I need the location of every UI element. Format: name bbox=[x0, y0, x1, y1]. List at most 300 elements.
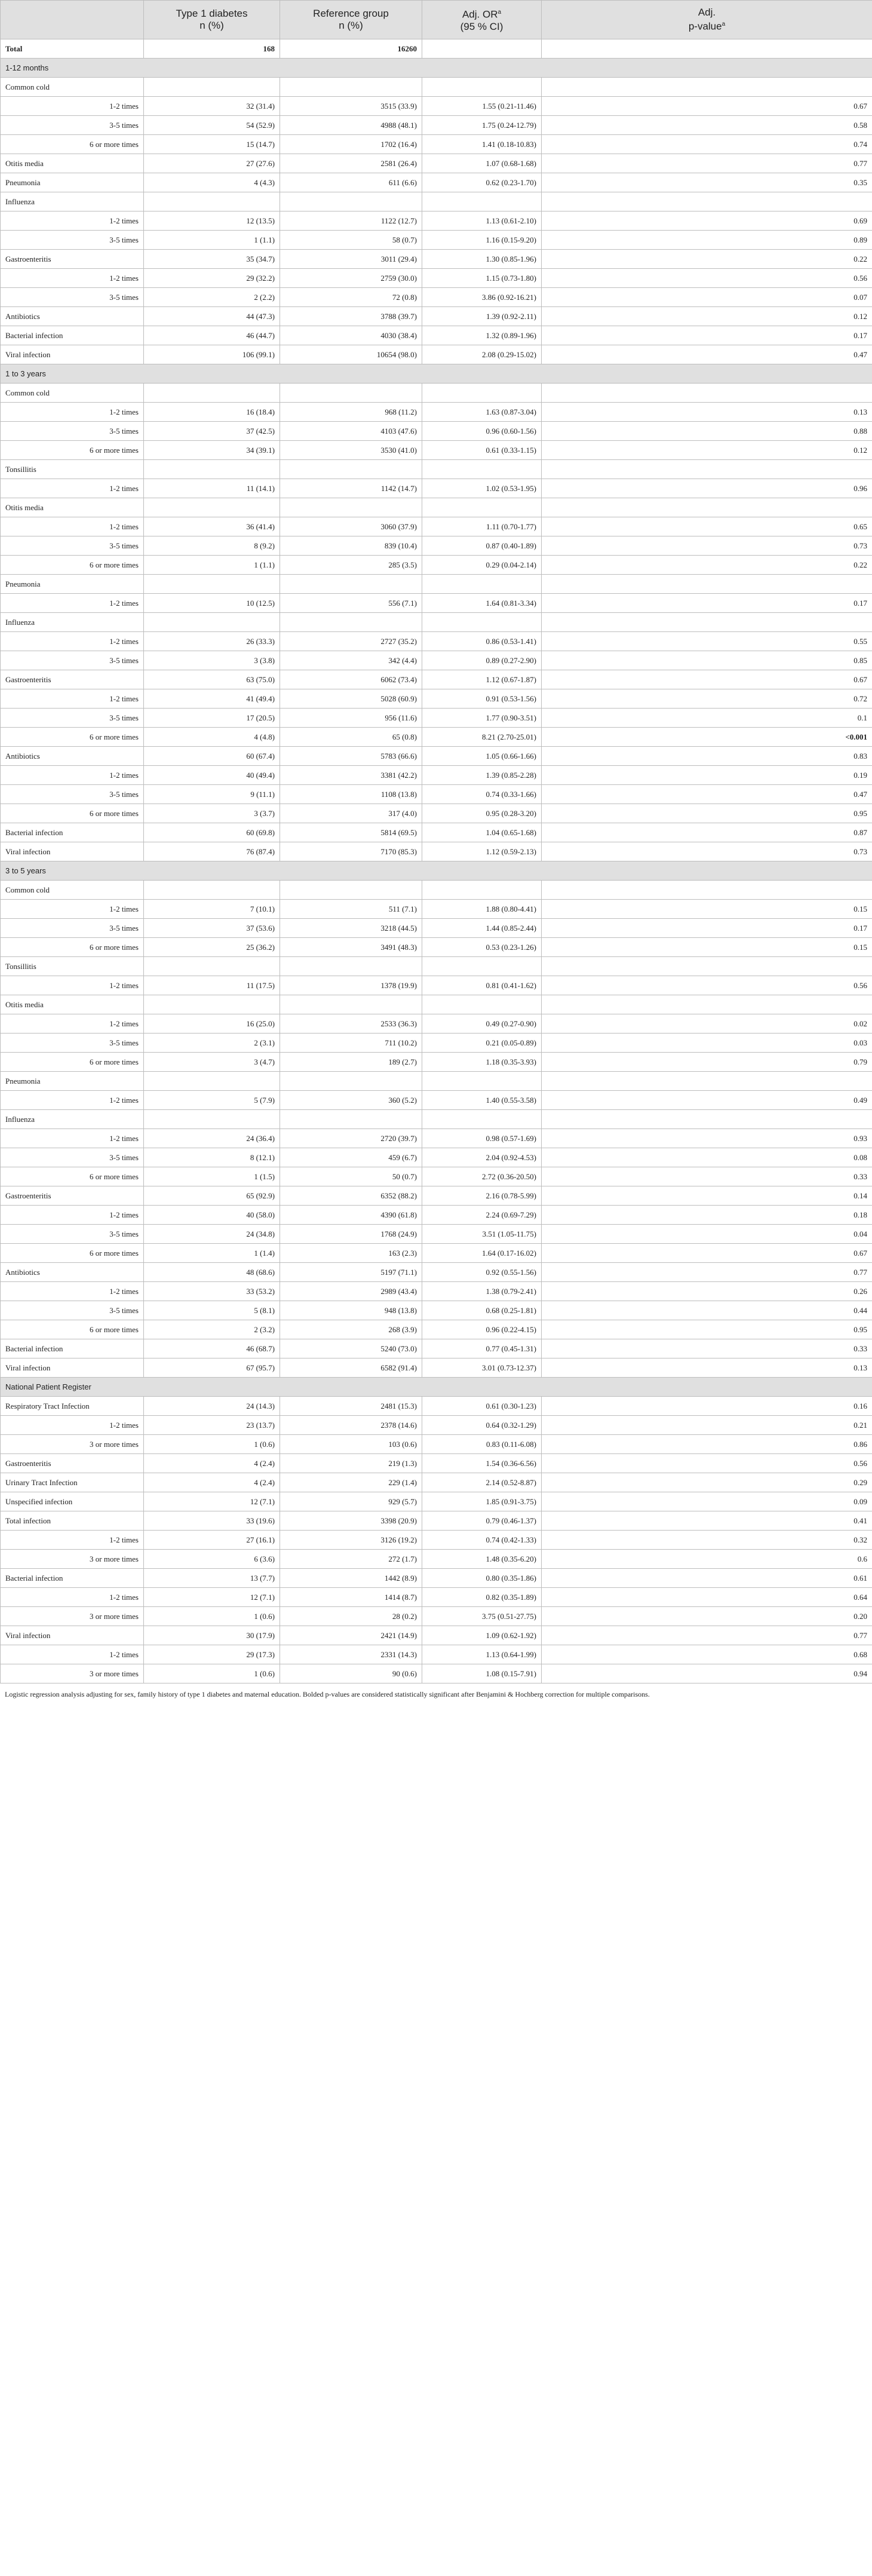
adj-p-value: 0.20 bbox=[542, 1607, 872, 1626]
reference-group-value: 28 (0.2) bbox=[280, 1607, 422, 1626]
adj-or-value: 3.75 (0.51-27.75) bbox=[422, 1607, 542, 1626]
reference-group-value bbox=[280, 384, 422, 403]
adj-or-value: 2.04 (0.92-4.53) bbox=[422, 1148, 542, 1167]
row-label: 1-2 times bbox=[1, 1014, 144, 1034]
type1-diabetes-value bbox=[144, 613, 280, 632]
reference-group-value: 2989 (43.4) bbox=[280, 1282, 422, 1301]
adj-or-value: 0.79 (0.46-1.37) bbox=[422, 1511, 542, 1531]
row-label: 3 or more times bbox=[1, 1664, 144, 1683]
adj-or-value bbox=[422, 957, 542, 976]
adj-p-value: 0.79 bbox=[542, 1053, 872, 1072]
table-row bbox=[1, 613, 872, 632]
type1-diabetes-value: 7 (10.1) bbox=[144, 900, 280, 919]
reference-group-value: 2727 (35.2) bbox=[280, 632, 422, 651]
table-subrow bbox=[1, 785, 872, 804]
adj-or-value: 0.89 (0.27-2.90) bbox=[422, 651, 542, 670]
reference-group-value: 65 (0.8) bbox=[280, 728, 422, 747]
adj-p-value: 0.04 bbox=[542, 1225, 872, 1244]
type1-diabetes-value: 1 (1.5) bbox=[144, 1167, 280, 1186]
reference-group-value: 6352 (88.2) bbox=[280, 1186, 422, 1206]
row-label: 3 or more times bbox=[1, 1607, 144, 1626]
adj-or-value bbox=[422, 498, 542, 517]
row-label: Viral infection bbox=[1, 345, 144, 364]
table-subrow bbox=[1, 766, 872, 785]
reference-group-value: 5783 (66.6) bbox=[280, 747, 422, 766]
table-row bbox=[1, 1397, 872, 1416]
reference-group-value: 5197 (71.1) bbox=[280, 1263, 422, 1282]
adj-p-value: 0.72 bbox=[542, 689, 872, 709]
row-label: Total bbox=[1, 39, 144, 59]
row-label: Viral infection bbox=[1, 1358, 144, 1378]
adj-p-value: 0.94 bbox=[542, 1664, 872, 1683]
reference-group-value: 7170 (85.3) bbox=[280, 842, 422, 861]
adj-p-value bbox=[542, 613, 872, 632]
adj-or-value: 0.87 (0.40-1.89) bbox=[422, 536, 542, 556]
adj-or-value: 1.12 (0.59-2.13) bbox=[422, 842, 542, 861]
adj-p-value bbox=[542, 1110, 872, 1129]
row-label: 6 or more times bbox=[1, 1167, 144, 1186]
adj-p-value: 0.12 bbox=[542, 307, 872, 326]
row-label: 1-2 times bbox=[1, 97, 144, 116]
type1-diabetes-value: 29 (17.3) bbox=[144, 1645, 280, 1664]
row-label: 6 or more times bbox=[1, 135, 144, 154]
reference-group-value bbox=[280, 1072, 422, 1091]
adj-p-value: 0.17 bbox=[542, 919, 872, 938]
type1-diabetes-value: 24 (34.8) bbox=[144, 1225, 280, 1244]
reference-group-value: 2378 (14.6) bbox=[280, 1416, 422, 1435]
type1-diabetes-value: 37 (42.5) bbox=[144, 422, 280, 441]
type1-diabetes-value: 23 (13.7) bbox=[144, 1416, 280, 1435]
adj-p-value: 0.29 bbox=[542, 1473, 872, 1492]
table-subrow bbox=[1, 1550, 872, 1569]
adj-p-value: 0.16 bbox=[542, 1397, 872, 1416]
adj-or-value: 1.77 (0.90-3.51) bbox=[422, 709, 542, 728]
type1-diabetes-value: 3 (3.7) bbox=[144, 804, 280, 823]
type1-diabetes-value: 27 (16.1) bbox=[144, 1531, 280, 1550]
section-header-row bbox=[1, 1378, 872, 1397]
adj-or-value: 3.01 (0.73-12.37) bbox=[422, 1358, 542, 1378]
type1-diabetes-value: 13 (7.7) bbox=[144, 1569, 280, 1588]
section-title: 1-12 months bbox=[1, 59, 872, 78]
row-label: Influenza bbox=[1, 192, 144, 211]
adj-p-value: 0.93 bbox=[542, 1129, 872, 1148]
row-label: 6 or more times bbox=[1, 556, 144, 575]
reference-group-value: 50 (0.7) bbox=[280, 1167, 422, 1186]
adj-p-value: 0.09 bbox=[542, 1492, 872, 1511]
table-subrow bbox=[1, 1435, 872, 1454]
type1-diabetes-value bbox=[144, 384, 280, 403]
adj-or-value: 1.75 (0.24-12.79) bbox=[422, 116, 542, 135]
adj-p-value: 0.17 bbox=[542, 594, 872, 613]
reference-group-value bbox=[280, 613, 422, 632]
reference-group-value: 3381 (42.2) bbox=[280, 766, 422, 785]
adj-p-value: 0.56 bbox=[542, 1454, 872, 1473]
row-label: Urinary Tract Infection bbox=[1, 1473, 144, 1492]
row-label: 3 or more times bbox=[1, 1435, 144, 1454]
reference-group-value: 929 (5.7) bbox=[280, 1492, 422, 1511]
adj-p-value: 0.67 bbox=[542, 97, 872, 116]
row-label: 1-2 times bbox=[1, 1129, 144, 1148]
type1-diabetes-value: 26 (33.3) bbox=[144, 632, 280, 651]
table-subrow bbox=[1, 517, 872, 536]
type1-diabetes-value bbox=[144, 498, 280, 517]
adj-or-value: 0.62 (0.23-1.70) bbox=[422, 173, 542, 192]
reference-group-value bbox=[280, 1110, 422, 1129]
adj-or-value: 2.72 (0.36-20.50) bbox=[422, 1167, 542, 1186]
reference-group-value: 1108 (13.8) bbox=[280, 785, 422, 804]
reference-group-value: 459 (6.7) bbox=[280, 1148, 422, 1167]
table-row bbox=[1, 957, 872, 976]
adj-p-value: 0.19 bbox=[542, 766, 872, 785]
reference-group-value: 2331 (14.3) bbox=[280, 1645, 422, 1664]
adj-p-value: 0.56 bbox=[542, 976, 872, 995]
table-subrow bbox=[1, 1091, 872, 1110]
table-row bbox=[1, 173, 872, 192]
reference-group-value bbox=[280, 995, 422, 1014]
type1-diabetes-value: 37 (53.6) bbox=[144, 919, 280, 938]
adj-or-value bbox=[422, 613, 542, 632]
adj-p-value: 0.77 bbox=[542, 154, 872, 173]
adj-or-value: 1.41 (0.18-10.83) bbox=[422, 135, 542, 154]
reference-group-value: 72 (0.8) bbox=[280, 288, 422, 307]
adj-or-value bbox=[422, 192, 542, 211]
adj-or-value: 1.05 (0.66-1.66) bbox=[422, 747, 542, 766]
table-subrow bbox=[1, 1053, 872, 1072]
type1-diabetes-value: 3 (3.8) bbox=[144, 651, 280, 670]
adj-p-value: 0.15 bbox=[542, 900, 872, 919]
adj-p-value: 0.12 bbox=[542, 441, 872, 460]
adj-or-value: 0.83 (0.11-6.08) bbox=[422, 1435, 542, 1454]
type1-diabetes-value: 6 (3.6) bbox=[144, 1550, 280, 1569]
row-label: Influenza bbox=[1, 1110, 144, 1129]
table-row bbox=[1, 1454, 872, 1473]
adj-or-value: 1.40 (0.55-3.58) bbox=[422, 1091, 542, 1110]
table-subrow bbox=[1, 804, 872, 823]
header-type1-diabetes: Type 1 diabetes n (%) bbox=[144, 1, 280, 39]
table-row bbox=[1, 1072, 872, 1091]
row-label: 1-2 times bbox=[1, 269, 144, 288]
reference-group-value: 285 (3.5) bbox=[280, 556, 422, 575]
adj-p-value: 0.58 bbox=[542, 116, 872, 135]
table-subrow bbox=[1, 651, 872, 670]
reference-group-value bbox=[280, 957, 422, 976]
adj-or-value: 0.98 (0.57-1.69) bbox=[422, 1129, 542, 1148]
table-row bbox=[1, 384, 872, 403]
adj-p-value: 0.35 bbox=[542, 173, 872, 192]
table-subrow bbox=[1, 288, 872, 307]
adj-p-value bbox=[542, 192, 872, 211]
reference-group-value: 3126 (19.2) bbox=[280, 1531, 422, 1550]
reference-group-value: 968 (11.2) bbox=[280, 403, 422, 422]
reference-group-value: 342 (4.4) bbox=[280, 651, 422, 670]
type1-diabetes-value: 27 (27.6) bbox=[144, 154, 280, 173]
row-label: 1-2 times bbox=[1, 1091, 144, 1110]
table-row bbox=[1, 498, 872, 517]
row-label: 1-2 times bbox=[1, 1416, 144, 1435]
type1-diabetes-value: 16 (18.4) bbox=[144, 403, 280, 422]
adj-or-value: 0.29 (0.04-2.14) bbox=[422, 556, 542, 575]
type1-diabetes-value: 9 (11.1) bbox=[144, 785, 280, 804]
reference-group-value: 3491 (48.3) bbox=[280, 938, 422, 957]
row-label: 1-2 times bbox=[1, 1588, 144, 1607]
type1-diabetes-value: 41 (49.4) bbox=[144, 689, 280, 709]
adj-or-value: 1.11 (0.70-1.77) bbox=[422, 517, 542, 536]
row-label: 3-5 times bbox=[1, 919, 144, 938]
table-row bbox=[1, 881, 872, 900]
table-row bbox=[1, 823, 872, 842]
adj-p-value: 0.13 bbox=[542, 403, 872, 422]
type1-diabetes-value: 11 (17.5) bbox=[144, 976, 280, 995]
reference-group-value: 611 (6.6) bbox=[280, 173, 422, 192]
row-label: Total infection bbox=[1, 1511, 144, 1531]
table-row bbox=[1, 307, 872, 326]
row-label: Pneumonia bbox=[1, 1072, 144, 1091]
type1-diabetes-value: 1 (1.4) bbox=[144, 1244, 280, 1263]
row-label: Influenza bbox=[1, 613, 144, 632]
type1-diabetes-value: 2 (3.1) bbox=[144, 1034, 280, 1053]
reference-group-value: 1414 (8.7) bbox=[280, 1588, 422, 1607]
type1-diabetes-value: 46 (68.7) bbox=[144, 1339, 280, 1358]
table-subrow bbox=[1, 938, 872, 957]
reference-group-value: 2481 (15.3) bbox=[280, 1397, 422, 1416]
reference-group-value: 5028 (60.9) bbox=[280, 689, 422, 709]
type1-diabetes-value bbox=[144, 1110, 280, 1129]
type1-diabetes-value: 25 (36.2) bbox=[144, 938, 280, 957]
type1-diabetes-value: 12 (7.1) bbox=[144, 1588, 280, 1607]
table-subrow bbox=[1, 97, 872, 116]
table-row bbox=[1, 1492, 872, 1511]
row-label: Tonsillitis bbox=[1, 957, 144, 976]
reference-group-value bbox=[280, 881, 422, 900]
row-label: 1-2 times bbox=[1, 766, 144, 785]
adj-p-value: 0.07 bbox=[542, 288, 872, 307]
type1-diabetes-value bbox=[144, 460, 280, 479]
adj-p-value: 0.32 bbox=[542, 1531, 872, 1550]
adj-or-value: 0.91 (0.53-1.56) bbox=[422, 689, 542, 709]
reference-group-value: 956 (11.6) bbox=[280, 709, 422, 728]
reference-group-value: 511 (7.1) bbox=[280, 900, 422, 919]
header-adj-or: Adj. $OR^a$ (95 % CI) bbox=[422, 1, 542, 39]
reference-group-value: 317 (4.0) bbox=[280, 804, 422, 823]
adj-or-value: 0.82 (0.35-1.89) bbox=[422, 1588, 542, 1607]
adj-p-value: 0.95 bbox=[542, 1320, 872, 1339]
adj-p-value: 0.68 bbox=[542, 1645, 872, 1664]
adj-p-value: 0.02 bbox=[542, 1014, 872, 1034]
adj-or-value: 1.18 (0.35-3.93) bbox=[422, 1053, 542, 1072]
type1-diabetes-value bbox=[144, 995, 280, 1014]
table-row bbox=[1, 1569, 872, 1588]
row-label: 3-5 times bbox=[1, 1148, 144, 1167]
section-title: 3 to 5 years bbox=[1, 861, 872, 881]
type1-diabetes-value: 63 (75.0) bbox=[144, 670, 280, 689]
section-title: 1 to 3 years bbox=[1, 364, 872, 384]
type1-diabetes-value: 11 (14.1) bbox=[144, 479, 280, 498]
reference-group-value: 4103 (47.6) bbox=[280, 422, 422, 441]
row-label: 3 or more times bbox=[1, 1550, 144, 1569]
header-adj-p-value: Adj. p-value$^a$ bbox=[542, 1, 872, 39]
row-label: 3-5 times bbox=[1, 1301, 144, 1320]
type1-diabetes-value bbox=[144, 78, 280, 97]
row-label: 1-2 times bbox=[1, 1531, 144, 1550]
table-subrow bbox=[1, 900, 872, 919]
adj-p-value: 0.44 bbox=[542, 1301, 872, 1320]
type1-diabetes-value bbox=[144, 575, 280, 594]
table-subrow bbox=[1, 1282, 872, 1301]
reference-group-value bbox=[280, 498, 422, 517]
adj-p-value: 0.22 bbox=[542, 556, 872, 575]
adj-p-value: 0.56 bbox=[542, 269, 872, 288]
adj-or-value: 8.21 (2.70-25.01) bbox=[422, 728, 542, 747]
row-label: 1-2 times bbox=[1, 1206, 144, 1225]
adj-or-value: 1.39 (0.85-2.28) bbox=[422, 766, 542, 785]
adj-p-value: 0.41 bbox=[542, 1511, 872, 1531]
reference-group-value: 3218 (44.5) bbox=[280, 919, 422, 938]
type1-diabetes-value: 12 (13.5) bbox=[144, 211, 280, 231]
adj-p-value: 0.6 bbox=[542, 1550, 872, 1569]
table-row bbox=[1, 575, 872, 594]
row-label: 3-5 times bbox=[1, 709, 144, 728]
table-subrow bbox=[1, 1320, 872, 1339]
adj-or-value: 1.39 (0.92-2.11) bbox=[422, 307, 542, 326]
type1-diabetes-value: 24 (36.4) bbox=[144, 1129, 280, 1148]
row-label: 3-5 times bbox=[1, 231, 144, 250]
header-row bbox=[1, 1, 872, 39]
table-row bbox=[1, 995, 872, 1014]
row-label: 6 or more times bbox=[1, 938, 144, 957]
row-label: Otitis media bbox=[1, 995, 144, 1014]
table-row bbox=[1, 747, 872, 766]
table-subrow bbox=[1, 1034, 872, 1053]
table-row bbox=[1, 78, 872, 97]
row-label: 1-2 times bbox=[1, 1645, 144, 1664]
table-subrow bbox=[1, 1607, 872, 1626]
adj-or-value: 0.64 (0.32-1.29) bbox=[422, 1416, 542, 1435]
type1-diabetes-value: 106 (99.1) bbox=[144, 345, 280, 364]
adj-p-value: 0.17 bbox=[542, 326, 872, 345]
adj-or-value: 3.51 (1.05-11.75) bbox=[422, 1225, 542, 1244]
row-label: Antibiotics bbox=[1, 747, 144, 766]
table-subrow bbox=[1, 1416, 872, 1435]
adj-p-value bbox=[542, 39, 872, 59]
row-label: 6 or more times bbox=[1, 804, 144, 823]
adj-or-value: 0.21 (0.05-0.89) bbox=[422, 1034, 542, 1053]
table-row bbox=[1, 1339, 872, 1358]
reference-group-value: 58 (0.7) bbox=[280, 231, 422, 250]
reference-group-value: 163 (2.3) bbox=[280, 1244, 422, 1263]
adj-or-value: 0.68 (0.25-1.81) bbox=[422, 1301, 542, 1320]
adj-or-value: 0.53 (0.23-1.26) bbox=[422, 938, 542, 957]
adj-p-value: 0.88 bbox=[542, 422, 872, 441]
adj-p-value: 0.83 bbox=[542, 747, 872, 766]
type1-diabetes-value: 1 (1.1) bbox=[144, 556, 280, 575]
table-row bbox=[1, 1626, 872, 1645]
type1-diabetes-value: 10 (12.5) bbox=[144, 594, 280, 613]
row-label: 1-2 times bbox=[1, 517, 144, 536]
type1-diabetes-value: 36 (41.4) bbox=[144, 517, 280, 536]
adj-or-value bbox=[422, 460, 542, 479]
reference-group-value: 219 (1.3) bbox=[280, 1454, 422, 1473]
type1-diabetes-value: 12 (7.1) bbox=[144, 1492, 280, 1511]
adj-p-value: 0.1 bbox=[542, 709, 872, 728]
adj-p-value bbox=[542, 995, 872, 1014]
row-label: Common cold bbox=[1, 78, 144, 97]
row-label: Otitis media bbox=[1, 154, 144, 173]
adj-or-value: 2.24 (0.69-7.29) bbox=[422, 1206, 542, 1225]
adj-p-value: 0.61 bbox=[542, 1569, 872, 1588]
type1-diabetes-value: 54 (52.9) bbox=[144, 116, 280, 135]
type1-diabetes-value: 44 (47.3) bbox=[144, 307, 280, 326]
adj-p-value: 0.18 bbox=[542, 1206, 872, 1225]
adj-p-value bbox=[542, 881, 872, 900]
reference-group-value: 2759 (30.0) bbox=[280, 269, 422, 288]
adj-or-value: 0.81 (0.41-1.62) bbox=[422, 976, 542, 995]
adj-p-value: 0.64 bbox=[542, 1588, 872, 1607]
type1-diabetes-value bbox=[144, 1072, 280, 1091]
table-subrow bbox=[1, 689, 872, 709]
row-label: Antibiotics bbox=[1, 1263, 144, 1282]
reference-group-value: 6062 (73.4) bbox=[280, 670, 422, 689]
adj-or-value: 0.92 (0.55-1.56) bbox=[422, 1263, 542, 1282]
section-header-row bbox=[1, 861, 872, 881]
adj-or-value: 1.02 (0.53-1.95) bbox=[422, 479, 542, 498]
reference-group-value: 1702 (16.4) bbox=[280, 135, 422, 154]
adj-or-value bbox=[422, 39, 542, 59]
table-row bbox=[1, 460, 872, 479]
row-label: 3-5 times bbox=[1, 422, 144, 441]
reference-group-value: 10654 (98.0) bbox=[280, 345, 422, 364]
type1-diabetes-value: 76 (87.4) bbox=[144, 842, 280, 861]
reference-group-value: 1378 (19.9) bbox=[280, 976, 422, 995]
row-label: Bacterial infection bbox=[1, 823, 144, 842]
row-label: 6 or more times bbox=[1, 1320, 144, 1339]
section-header-row bbox=[1, 59, 872, 78]
adj-or-value: 1.08 (0.15-7.91) bbox=[422, 1664, 542, 1683]
reference-group-value: 3011 (29.4) bbox=[280, 250, 422, 269]
adj-or-value: 1.04 (0.65-1.68) bbox=[422, 823, 542, 842]
table-row bbox=[1, 842, 872, 861]
table-row bbox=[1, 1110, 872, 1129]
reference-group-value: 360 (5.2) bbox=[280, 1091, 422, 1110]
adj-or-value: 1.64 (0.17-16.02) bbox=[422, 1244, 542, 1263]
reference-group-value: 3515 (33.9) bbox=[280, 97, 422, 116]
total-row bbox=[1, 39, 872, 59]
reference-group-value bbox=[280, 78, 422, 97]
reference-group-value: 5814 (69.5) bbox=[280, 823, 422, 842]
adj-p-value: 0.26 bbox=[542, 1282, 872, 1301]
adj-p-value: 0.22 bbox=[542, 250, 872, 269]
row-label: Viral infection bbox=[1, 842, 144, 861]
adj-p-value: 0.77 bbox=[542, 1263, 872, 1282]
adj-or-value: 0.61 (0.33-1.15) bbox=[422, 441, 542, 460]
table-subrow bbox=[1, 709, 872, 728]
table-subrow bbox=[1, 1588, 872, 1607]
adj-or-value bbox=[422, 995, 542, 1014]
row-label: 6 or more times bbox=[1, 728, 144, 747]
adj-p-value: 0.77 bbox=[542, 1626, 872, 1645]
table-subrow bbox=[1, 1014, 872, 1034]
type1-diabetes-value: 24 (14.3) bbox=[144, 1397, 280, 1416]
adj-or-value: 1.15 (0.73-1.80) bbox=[422, 269, 542, 288]
adj-or-value: 1.64 (0.81-3.34) bbox=[422, 594, 542, 613]
reference-group-value: 2421 (14.9) bbox=[280, 1626, 422, 1645]
row-label: Gastroenteritis bbox=[1, 1454, 144, 1473]
type1-diabetes-value: 67 (95.7) bbox=[144, 1358, 280, 1378]
reference-group-value: 4988 (48.1) bbox=[280, 116, 422, 135]
adj-p-value bbox=[542, 498, 872, 517]
adj-or-value: 1.30 (0.85-1.96) bbox=[422, 250, 542, 269]
table-subrow bbox=[1, 594, 872, 613]
row-label: Gastroenteritis bbox=[1, 250, 144, 269]
